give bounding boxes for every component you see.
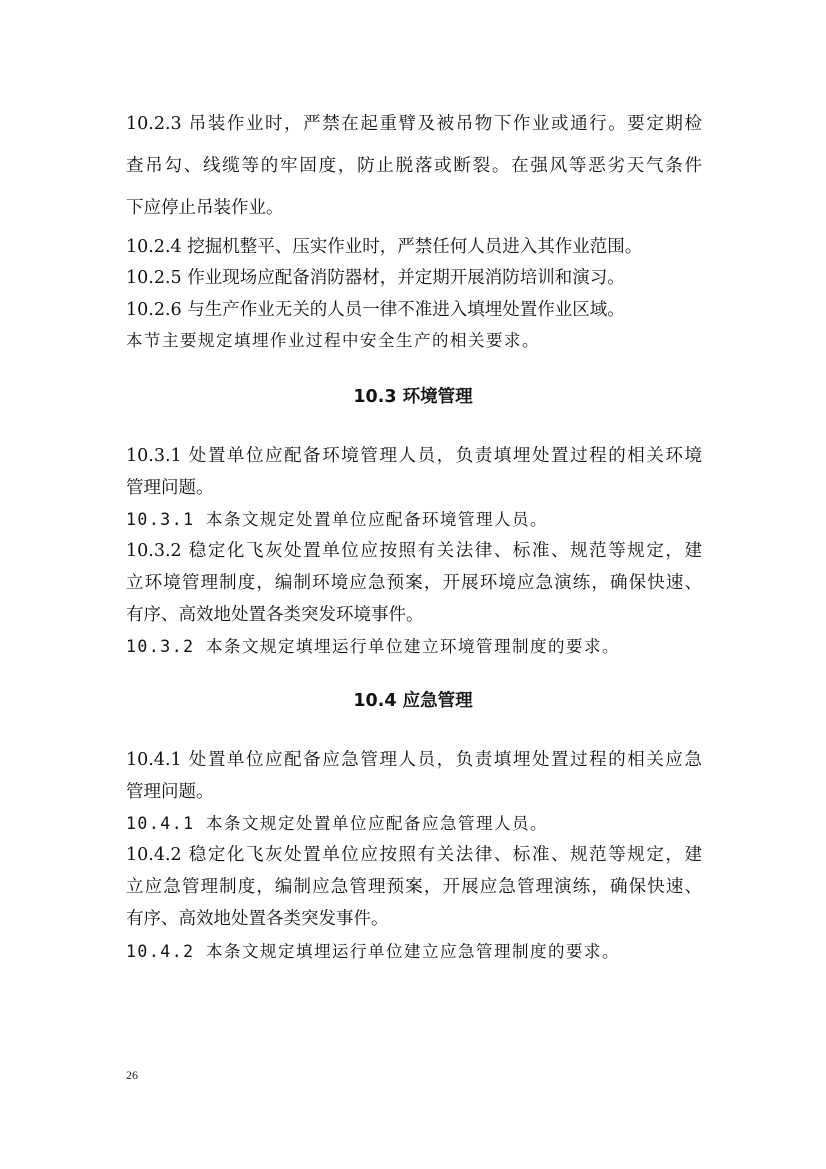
note-10-4-2: 10.4.2 本条文规定填埋运行单位建立应急管理制度的要求。 <box>126 942 621 961</box>
clause-10-2-5: 10.2.5 作业现场应配备消防器材，并定期开展消防培训和演习。 <box>126 268 625 288</box>
section-heading-10-4: 10.4 应急管理 <box>353 691 473 711</box>
clause-10-3-1-line-1: 10.3.1 处置单位应配备环境管理人员，负责填埋处置过程的相关环境 <box>126 446 702 466</box>
clause-10-2-6: 10.2.6 与生产作业无关的人员一律不准进入填埋处置作业区域。 <box>126 300 625 320</box>
clause-10-2-3-line-3: 下应停止吊装作业。 <box>126 198 284 218</box>
clause-10-3-1-line-2: 管理问题。 <box>126 478 214 498</box>
note-10-3-1: 10.3.1 本条文规定处置单位应配备环境管理人员。 <box>126 510 549 529</box>
clause-10-4-2-line-3: 有序、高效地处置各类突发事件。 <box>126 909 389 929</box>
section-heading-10-3: 10.3 环境管理 <box>353 387 473 407</box>
clause-10-3-2-line-1: 10.3.2 稳定化飞灰处置单位应按照有关法律、标准、规范等规定，建 <box>126 541 702 561</box>
clause-10-4-1-line-2: 管理问题。 <box>126 782 214 802</box>
clause-10-2-3-line-1: 10.2.3 吊装作业时，严禁在起重臂及被吊物下作业或通行。要定期检 <box>126 114 702 134</box>
note-10-2: 本节主要规定填埋作业过程中安全生产的相关要求。 <box>126 331 540 350</box>
page-number: 26 <box>126 1068 138 1082</box>
clause-10-2-3-line-2: 查吊勾、线缆等的牢固度，防止脱落或断裂。在强风等恶劣天气条件 <box>126 156 702 176</box>
clause-10-3-2-line-3: 有序、高效地处置各类突发环境事件。 <box>126 605 424 625</box>
clause-10-4-1-line-1: 10.4.1 处置单位应配备应急管理人员，负责填埋处置过程的相关应急 <box>126 750 702 770</box>
clause-10-4-2-line-2: 立应急管理制度，编制应急管理预案，开展应急管理演练，确保快速、 <box>126 877 702 897</box>
note-10-3-2: 10.3.2 本条文规定填埋运行单位建立环境管理制度的要求。 <box>126 637 621 656</box>
clause-10-3-2-line-2: 立环境管理制度，编制环境应急预案，开展环境应急演练，确保快速、 <box>126 573 702 593</box>
note-10-4-1: 10.4.1 本条文规定处置单位应配备应急管理人员。 <box>126 814 549 833</box>
clause-10-4-2-line-1: 10.4.2 稳定化飞灰处置单位应按照有关法律、标准、规范等规定，建 <box>126 845 702 865</box>
clause-10-2-4: 10.2.4 挖掘机整平、压实作业时，严禁任何人员进入其作业范围。 <box>126 237 643 257</box>
